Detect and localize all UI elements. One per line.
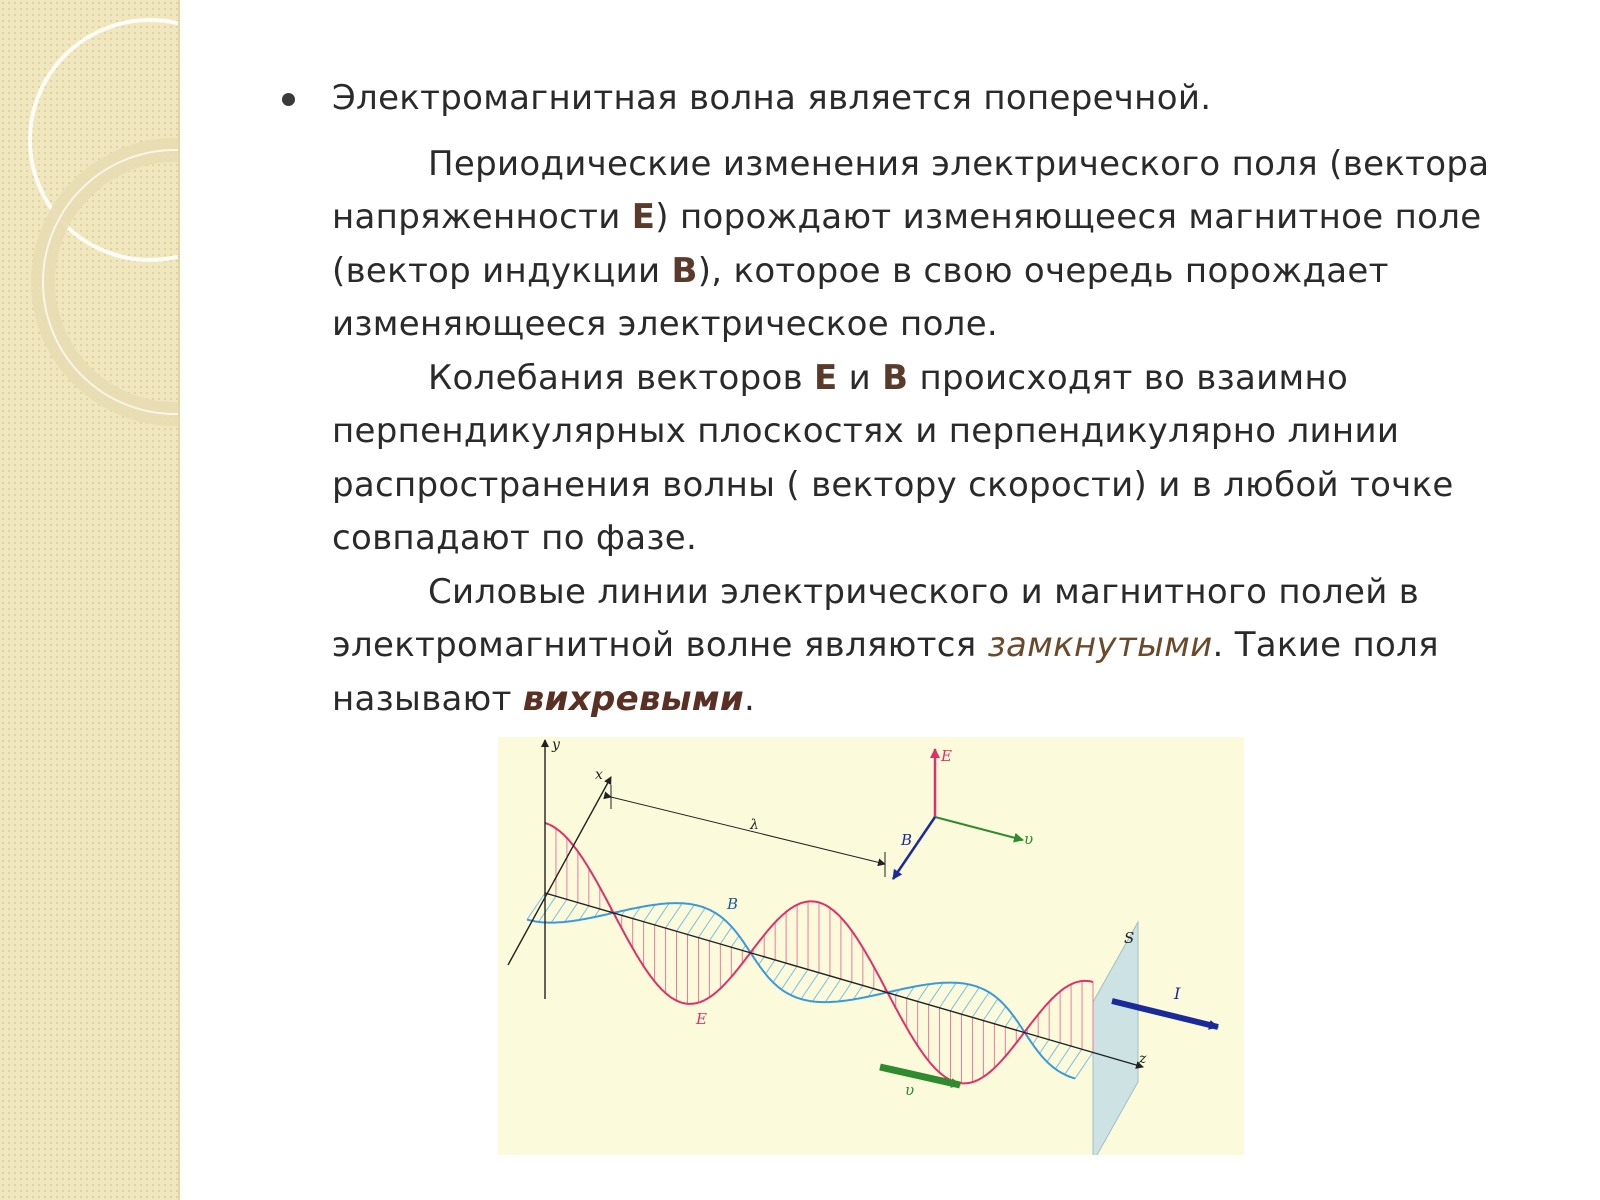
magnetic-field-hatch-line xyxy=(951,984,969,1010)
magnetic-field-hatch-line xyxy=(961,987,979,1013)
magnetic-field-hatch-line xyxy=(539,896,556,922)
magnetic-field-hatch-line xyxy=(731,936,739,947)
magnetic-field-hatch-line xyxy=(677,905,695,931)
magnetic-field-hatch-line xyxy=(791,969,808,995)
magnetic-field-hatch-line xyxy=(825,979,841,1002)
magnetic-field-hatch-line xyxy=(813,976,830,1002)
z-axis xyxy=(545,893,1143,1067)
vector-e-symbol: E xyxy=(631,197,656,237)
magnetic-field-hatch-line xyxy=(666,903,683,928)
magnetic-field-hatch-line xyxy=(781,966,797,989)
plane-s xyxy=(1093,922,1138,1155)
vector-b-symbol: B xyxy=(882,357,909,398)
vector-e-symbol: E xyxy=(814,357,838,398)
p2-text-a: Колебания векторов xyxy=(428,357,815,398)
magnetic-field-hatch-line xyxy=(1005,1015,1013,1026)
triad-v-vector xyxy=(935,817,1023,840)
label-z: z xyxy=(1139,1051,1147,1067)
magnetic-field-hatch-line xyxy=(766,960,776,974)
magnetic-wave-curve xyxy=(527,903,1075,1079)
bullet-dot-icon xyxy=(282,93,295,106)
label-x: x xyxy=(595,767,603,783)
magnetic-field-hatch-line xyxy=(1065,1049,1082,1075)
p1-text-a: Периодические изменения электрического поля (вектора напряженности xyxy=(332,143,1490,237)
decorative-side-strip xyxy=(0,0,180,1200)
electric-hatch xyxy=(545,823,1093,1083)
label-lambda: λ xyxy=(750,817,759,833)
paragraph-periodic-changes xyxy=(332,138,1542,352)
magnetic-field-hatch-line xyxy=(709,919,723,940)
label-b-top: B xyxy=(901,831,913,849)
magnetic-field-hatch-line xyxy=(918,984,929,1001)
label-v-bottom: υ xyxy=(905,1081,915,1099)
velocity-arrow xyxy=(880,1067,960,1085)
term-closed: замкнутыми xyxy=(987,625,1213,665)
label-e-top: E xyxy=(941,747,952,765)
magnetic-field-hatch-line xyxy=(698,913,715,938)
decorative-rings xyxy=(0,0,178,1200)
magnetic-field-hatch-line xyxy=(687,908,705,934)
x-axis xyxy=(508,777,611,965)
term-vortex: вихревыми xyxy=(522,678,745,719)
magnetic-hatch xyxy=(527,893,1093,1079)
slide-text xyxy=(332,72,1542,726)
label-s: S xyxy=(1124,929,1135,947)
magnetic-field-hatch-line xyxy=(1033,1036,1039,1044)
magnetic-field-hatch-line xyxy=(759,957,765,965)
triad-b-vector xyxy=(893,817,935,879)
magnetic-field-hatch-line xyxy=(929,983,943,1004)
magnetic-field-hatch-line xyxy=(551,899,567,922)
lambda-dimension-line xyxy=(611,797,885,864)
magnetic-field-hatch-line xyxy=(972,992,989,1017)
p2-text-and: и xyxy=(837,357,883,398)
label-e-wave: E xyxy=(696,1010,707,1028)
bullet-item xyxy=(332,72,1542,126)
magnetic-field-hatch-line xyxy=(720,927,731,944)
magnetic-field-hatch-line xyxy=(644,905,655,922)
p3-text-c: . xyxy=(744,678,756,719)
p1-text-c: ), которое в свою очередь порождает изменяющееся электрическое поле. xyxy=(332,250,1389,344)
label-i: I xyxy=(1174,984,1181,1003)
p3-text-b: . Такие поля называют xyxy=(332,625,1439,719)
magnetic-field-hatch-line xyxy=(773,963,786,982)
magnetic-field-hatch-line xyxy=(1040,1039,1050,1053)
p3-text-a: Силовые линии электрического и магнитного полей в электромагнитной волне являются xyxy=(332,571,1420,665)
p2-text-c: происходят во взаимно перпендикулярных плоскостях и перпендикулярно линии распространения волны ( вектору скорости) и в любой точке совпадают по фазе. xyxy=(332,357,1454,558)
magnetic-field-hatch-line xyxy=(565,903,578,922)
magnetic-field-hatch-line xyxy=(983,999,997,1020)
magnetic-field-hatch-line xyxy=(940,983,957,1008)
vector-b-symbol: B xyxy=(671,250,698,291)
magnetic-field-hatch-line xyxy=(994,1006,1005,1023)
bullet-text: Электромагнитная волна является поперечной. xyxy=(332,78,1212,118)
em-wave-diagram xyxy=(498,737,1244,1155)
label-b-wave: B xyxy=(727,895,739,913)
label-v-top: υ xyxy=(1024,830,1034,848)
magnetic-field-hatch-line xyxy=(1047,1042,1060,1061)
magnetic-field-hatch-line xyxy=(655,903,669,924)
magnetic-field-hatch-line xyxy=(1055,1046,1071,1069)
magnetic-field-hatch-line xyxy=(839,982,852,1001)
paragraph-oscillations xyxy=(332,352,1542,566)
label-y: y xyxy=(552,737,560,753)
p1-text-b: ) порождают изменяющееся магнитное поле (вектор индукции xyxy=(332,197,1482,291)
em-wave-figure xyxy=(498,737,1244,1155)
paragraph-field-lines xyxy=(332,566,1542,727)
